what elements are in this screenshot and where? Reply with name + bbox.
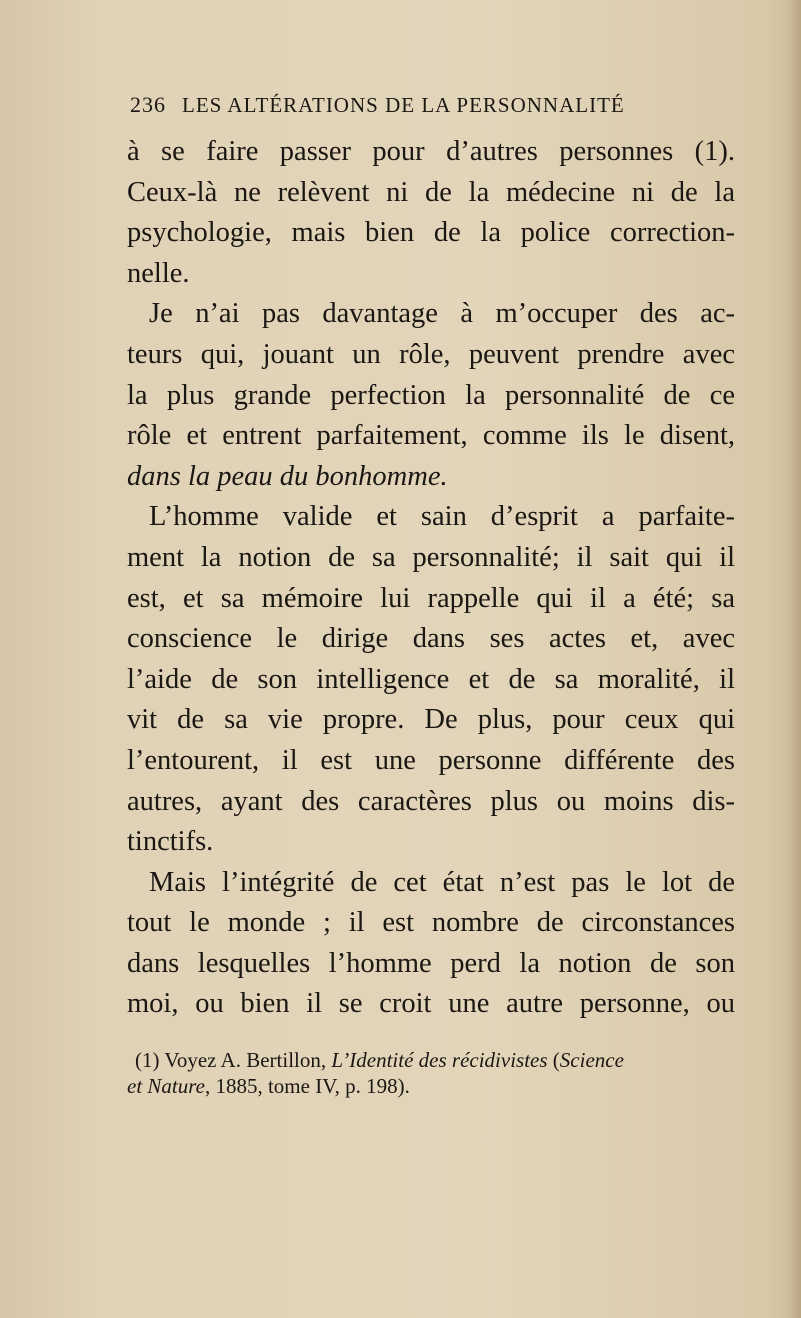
text-line: à se faire passer pour d’autres personnes (1).: [127, 136, 735, 167]
footnote: [127, 1047, 737, 1099]
text-line: l’aide de son intelligence et de sa moralité, il: [127, 663, 735, 695]
running-title: LES ALTÉRATIONS DE LA PERSONNALITÉ: [182, 93, 625, 117]
text-line: ment la notion de sa personnalité; il sait qui il: [127, 541, 735, 573]
italic-text-line: dans la peau du bonhomme.: [127, 460, 448, 492]
text-line: Ceux-là ne relèvent ni de la médecine ni de la: [127, 176, 735, 208]
text-line: la plus grande perfection la personnalité de ce: [127, 379, 735, 411]
running-header: [130, 92, 650, 118]
text-line: tinctifs.: [127, 826, 214, 858]
footnote-journal-part2: et Nature: [127, 1074, 205, 1098]
text-line: teurs qui, jouant un rôle, peuvent prendre avec: [127, 338, 735, 370]
paragraph-start-line: L’homme valide et sain d’esprit a parfaite-: [149, 501, 735, 533]
text-line: dans lesquelles l’homme perd la notion de son: [127, 947, 735, 979]
footnote-line: [127, 1047, 737, 1073]
paragraph-start-line: Mais l’intégrité de cet état n’est pas le lot de: [149, 866, 735, 898]
footnote-reference: , 1885, tome IV, p. 198).: [204, 1074, 410, 1098]
text-line: est, et sa mémoire lui rappelle qui il a été; sa: [127, 582, 735, 614]
footnote-journal-part1: Science: [559, 1048, 624, 1072]
paragraph-start-line: Je n’ai pas davantage à m’occuper des ac-: [149, 298, 735, 330]
text-line: tout le monde ; il est nombre de circonstances: [127, 907, 735, 939]
page-number: 236: [130, 92, 166, 117]
text-line: rôle et entrent parfaitement, comme ils le disent,: [127, 420, 735, 452]
text-line: nelle.: [127, 257, 190, 289]
text-line: psychologie, mais bien de la police correction-: [127, 217, 735, 249]
page-edge-shadow: [787, 0, 801, 1318]
body-text: [127, 132, 735, 1025]
footnote-line: [127, 1073, 737, 1099]
footnote-work-title: L’Identité des récidivistes: [331, 1048, 548, 1072]
text-line: moi, ou bien il se croit une autre personne, ou: [127, 988, 735, 1020]
text-line: l’entourent, il est une personne différente des: [127, 744, 735, 776]
text-line: conscience le dirige dans ses actes et, avec: [127, 623, 735, 655]
footnote-paren: (: [547, 1048, 560, 1072]
text-line: vit de sa vie propre. De plus, pour ceux qui: [127, 704, 735, 736]
text-line: autres, ayant des caractères plus ou moins dis-: [127, 785, 735, 817]
footnote-citation: (1) Voyez A. Bertillon,: [135, 1048, 332, 1072]
